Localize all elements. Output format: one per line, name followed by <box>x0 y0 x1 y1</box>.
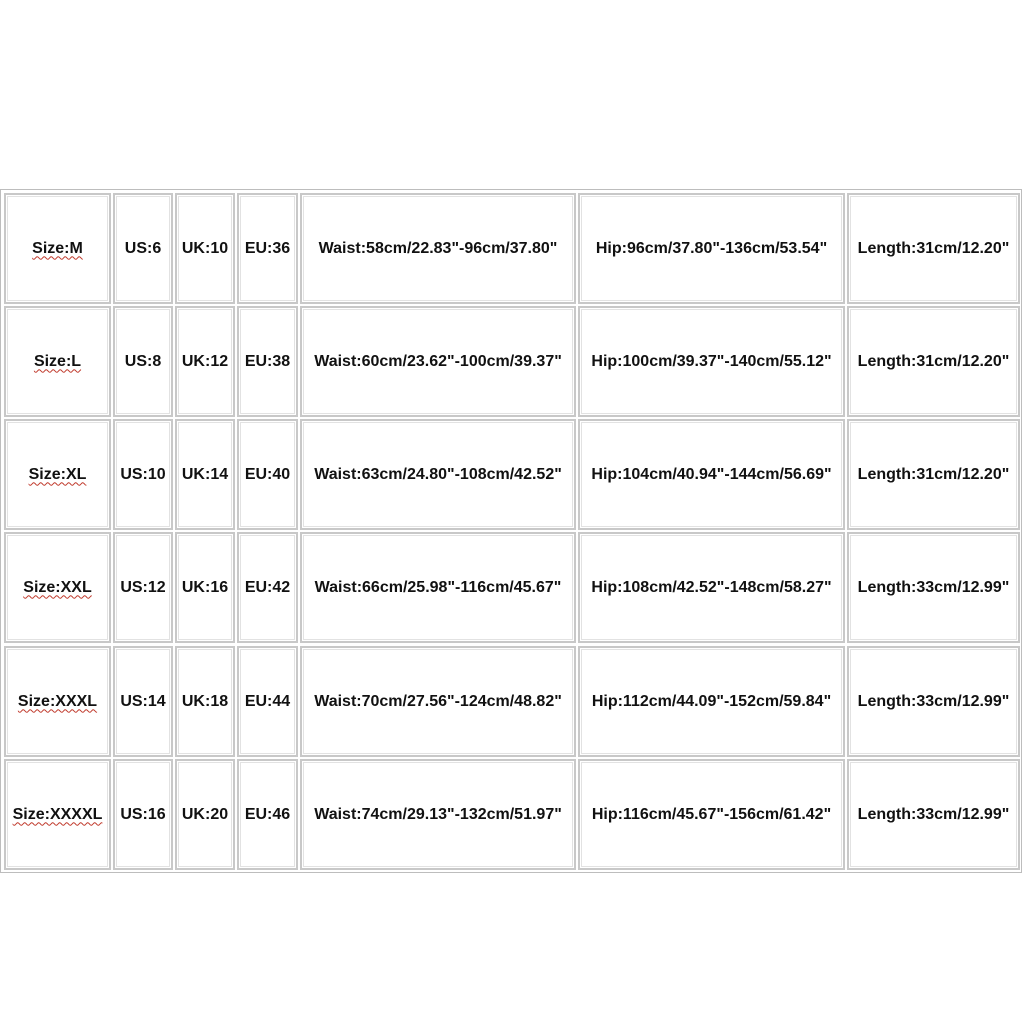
uk-label: UK:14 <box>181 465 229 483</box>
us-cell <box>113 532 173 643</box>
us-label: US:6 <box>124 239 162 257</box>
uk-label: UK:10 <box>181 239 229 257</box>
size-label: Size:XXL <box>23 578 92 596</box>
hip-cell <box>578 646 845 757</box>
waist-label: Waist:63cm/24.80"-108cm/42.52" <box>314 465 562 483</box>
size-cell <box>4 193 111 304</box>
size-cell <box>4 306 111 417</box>
size-chart-table <box>0 189 1022 873</box>
uk-label: UK:16 <box>181 578 229 596</box>
size-label: Size:L <box>33 352 82 370</box>
eu-label: EU:40 <box>244 465 291 483</box>
us-label: US:10 <box>120 465 166 483</box>
hip-label: Hip:104cm/40.94"-144cm/56.69" <box>591 465 832 483</box>
waist-cell <box>300 193 576 304</box>
uk-cell <box>175 646 235 757</box>
us-cell <box>113 306 173 417</box>
length-cell <box>847 419 1020 530</box>
hip-cell <box>578 193 845 304</box>
hip-label: Hip:96cm/37.80"-136cm/53.54" <box>595 239 828 257</box>
length-label: Length:31cm/12.20" <box>857 352 1010 370</box>
size-cell <box>4 532 111 643</box>
us-label: US:8 <box>124 352 162 370</box>
size-label: Size:XXXXL <box>12 805 103 823</box>
uk-cell <box>175 306 235 417</box>
eu-label: EU:44 <box>244 692 291 710</box>
hip-cell <box>578 759 845 870</box>
length-cell <box>847 646 1020 757</box>
us-cell <box>113 193 173 304</box>
waist-cell <box>300 419 576 530</box>
size-cell <box>4 646 111 757</box>
hip-cell <box>578 532 845 643</box>
eu-cell <box>237 306 298 417</box>
waist-cell <box>300 532 576 643</box>
eu-label: EU:42 <box>244 578 291 596</box>
uk-label: UK:20 <box>181 805 229 823</box>
length-label: Length:31cm/12.20" <box>857 465 1010 483</box>
size-label: Size:M <box>32 239 83 257</box>
hip-label: Hip:108cm/42.52"-148cm/58.27" <box>591 578 832 596</box>
waist-cell <box>300 646 576 757</box>
length-label: Length:33cm/12.99" <box>857 805 1010 823</box>
waist-label: Waist:60cm/23.62"-100cm/39.37" <box>314 352 562 370</box>
waist-label: Waist:70cm/27.56"-124cm/48.82" <box>314 692 562 710</box>
uk-cell <box>175 419 235 530</box>
us-label: US:14 <box>120 692 166 710</box>
size-cell <box>4 759 111 870</box>
uk-label: UK:12 <box>181 352 229 370</box>
length-cell <box>847 306 1020 417</box>
size-label: Size:XXXL <box>17 692 98 710</box>
waist-label: Waist:66cm/25.98"-116cm/45.67" <box>314 578 562 596</box>
length-cell <box>847 759 1020 870</box>
length-cell <box>847 193 1020 304</box>
waist-label: Waist:58cm/22.83"-96cm/37.80" <box>318 239 558 257</box>
us-cell <box>113 646 173 757</box>
uk-cell <box>175 759 235 870</box>
eu-cell <box>237 646 298 757</box>
size-cell <box>4 419 111 530</box>
waist-cell <box>300 306 576 417</box>
eu-cell <box>237 532 298 643</box>
eu-label: EU:46 <box>244 805 291 823</box>
eu-cell <box>237 419 298 530</box>
length-label: Length:31cm/12.20" <box>857 239 1010 257</box>
us-cell <box>113 419 173 530</box>
eu-cell <box>237 193 298 304</box>
length-cell <box>847 532 1020 643</box>
waist-label: Waist:74cm/29.13"-132cm/51.97" <box>314 805 562 823</box>
eu-label: EU:38 <box>244 352 291 370</box>
hip-cell <box>578 419 845 530</box>
us-label: US:12 <box>120 578 166 596</box>
hip-label: Hip:112cm/44.09"-152cm/59.84" <box>591 692 832 710</box>
uk-label: UK:18 <box>181 692 229 710</box>
hip-cell <box>578 306 845 417</box>
length-label: Length:33cm/12.99" <box>857 692 1010 710</box>
us-cell <box>113 759 173 870</box>
waist-cell <box>300 759 576 870</box>
eu-label: EU:36 <box>244 239 291 257</box>
us-label: US:16 <box>120 805 166 823</box>
length-label: Length:33cm/12.99" <box>857 578 1010 596</box>
uk-cell <box>175 532 235 643</box>
hip-label: Hip:116cm/45.67"-156cm/61.42" <box>591 805 832 823</box>
uk-cell <box>175 193 235 304</box>
eu-cell <box>237 759 298 870</box>
size-label: Size:XL <box>28 465 87 483</box>
hip-label: Hip:100cm/39.37"-140cm/55.12" <box>591 352 832 370</box>
